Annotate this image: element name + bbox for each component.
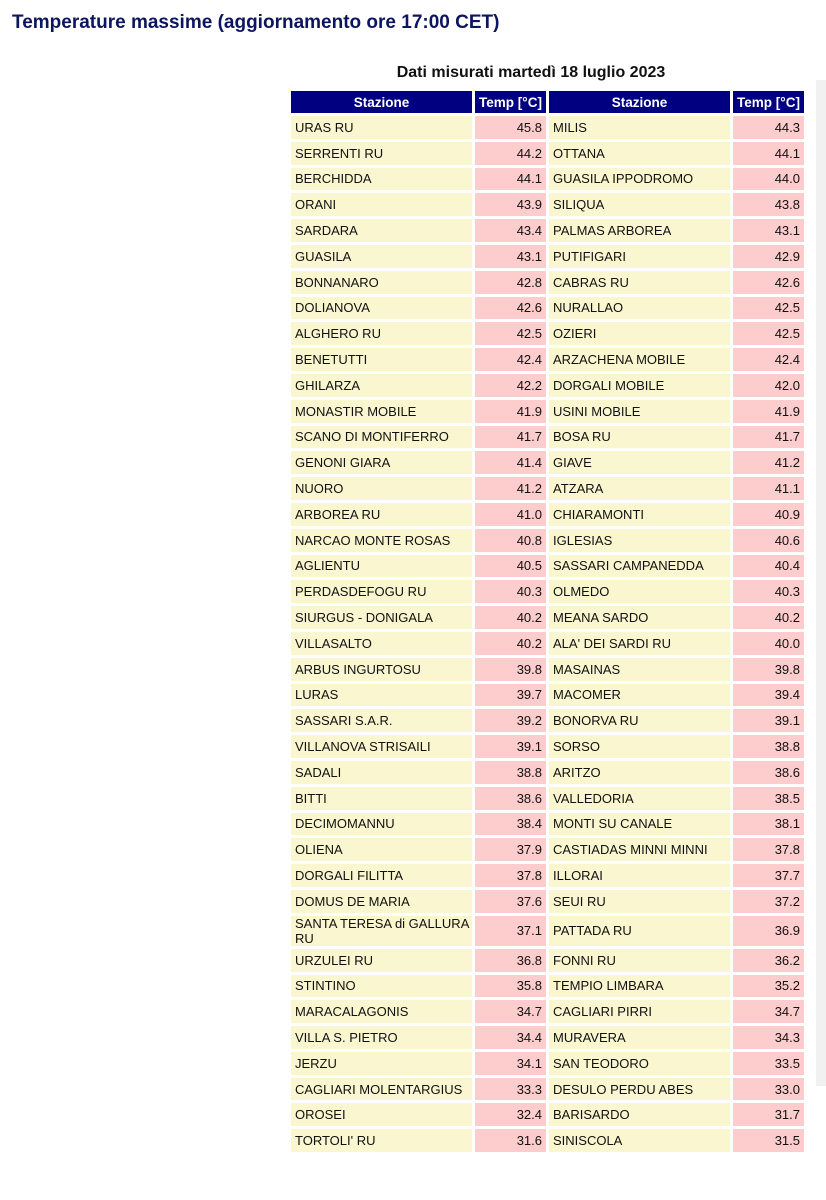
- station-right-cell: SASSARI CAMPANEDDA: [549, 555, 730, 578]
- table-row: [291, 761, 804, 784]
- station-right-cell: OTTANA: [549, 142, 730, 165]
- station-right-cell: CAGLIARI PIRRI: [549, 1000, 730, 1023]
- temp-left-cell: 44.1: [475, 168, 546, 191]
- temp-right-cell: 43.1: [733, 219, 804, 242]
- table-row: [291, 400, 804, 423]
- station-left-cell: DOLIANOVA: [291, 297, 472, 320]
- table-row: [291, 1078, 804, 1101]
- station-left-cell: ARBUS INGURTOSU: [291, 658, 472, 681]
- table-row: [291, 193, 804, 216]
- temp-left-cell: 34.7: [475, 1000, 546, 1023]
- table-row: [291, 271, 804, 294]
- table-row: [291, 529, 804, 552]
- temp-right-cell: 31.7: [733, 1103, 804, 1126]
- temp-right-cell: 42.5: [733, 322, 804, 345]
- station-right-cell: MASAINAS: [549, 658, 730, 681]
- station-right-cell: CABRAS RU: [549, 271, 730, 294]
- header-station-right: Stazione: [549, 91, 730, 113]
- temp-right-cell: 41.1: [733, 477, 804, 500]
- station-right-cell: MEANA SARDO: [549, 606, 730, 629]
- temp-right-cell: 42.9: [733, 245, 804, 268]
- temp-right-cell: 41.7: [733, 426, 804, 449]
- station-left-cell: GHILARZA: [291, 374, 472, 397]
- table-row: [291, 297, 804, 320]
- temp-right-cell: 33.5: [733, 1052, 804, 1075]
- temp-right-cell: 40.0: [733, 632, 804, 655]
- table-row: [291, 1026, 804, 1049]
- temp-right-cell: 37.2: [733, 890, 804, 913]
- station-right-cell: PUTIFIGARI: [549, 245, 730, 268]
- temp-right-cell: 34.7: [733, 1000, 804, 1023]
- temp-left-cell: 31.6: [475, 1129, 546, 1152]
- station-right-cell: ILLORAI: [549, 864, 730, 887]
- table-row: [291, 503, 804, 526]
- temp-right-cell: 38.6: [733, 761, 804, 784]
- temp-left-cell: 35.8: [475, 975, 546, 998]
- table-row: [291, 219, 804, 242]
- station-right-cell: DESULO PERDU ABES: [549, 1078, 730, 1101]
- temp-left-cell: 40.5: [475, 555, 546, 578]
- temp-left-cell: 39.1: [475, 735, 546, 758]
- station-right-cell: CHIARAMONTI: [549, 503, 730, 526]
- temp-right-cell: 44.3: [733, 116, 804, 139]
- temp-left-cell: 42.2: [475, 374, 546, 397]
- temp-left-cell: 43.4: [475, 219, 546, 242]
- station-right-cell: OLMEDO: [549, 580, 730, 603]
- station-right-cell: PATTADA RU: [549, 916, 730, 946]
- station-left-cell: STINTINO: [291, 975, 472, 998]
- temp-left-cell: 45.8: [475, 116, 546, 139]
- table-row: [291, 142, 804, 165]
- station-left-cell: ALGHERO RU: [291, 322, 472, 345]
- station-left-cell: BITTI: [291, 787, 472, 810]
- station-right-cell: ALA' DEI SARDI RU: [549, 632, 730, 655]
- table-row: [291, 348, 804, 371]
- temp-left-cell: 42.6: [475, 297, 546, 320]
- station-left-cell: VILLASALTO: [291, 632, 472, 655]
- table-row: [291, 658, 804, 681]
- station-left-cell: TORTOLI' RU: [291, 1129, 472, 1152]
- station-left-cell: URZULEI RU: [291, 949, 472, 972]
- temp-right-cell: 42.0: [733, 374, 804, 397]
- temp-right-cell: 40.6: [733, 529, 804, 552]
- station-right-cell: SINISCOLA: [549, 1129, 730, 1152]
- temp-right-cell: 39.1: [733, 709, 804, 732]
- temp-right-cell: 40.2: [733, 606, 804, 629]
- table-header-row: [291, 91, 804, 113]
- station-right-cell: GIAVE: [549, 451, 730, 474]
- temp-right-cell: 31.5: [733, 1129, 804, 1152]
- table-caption: Dati misurati martedì 18 luglio 2023: [396, 64, 666, 81]
- temp-right-cell: 44.0: [733, 168, 804, 191]
- station-right-cell: MILIS: [549, 116, 730, 139]
- temp-left-cell: 42.8: [475, 271, 546, 294]
- temp-left-cell: 39.8: [475, 658, 546, 681]
- station-right-cell: ATZARA: [549, 477, 730, 500]
- station-left-cell: AGLIENTU: [291, 555, 472, 578]
- station-left-cell: DECIMOMANNU: [291, 813, 472, 836]
- station-right-cell: GUASILA IPPODROMO: [549, 168, 730, 191]
- station-right-cell: USINI MOBILE: [549, 400, 730, 423]
- temp-left-cell: 32.4: [475, 1103, 546, 1126]
- station-right-cell: DORGALI MOBILE: [549, 374, 730, 397]
- table-row: [291, 813, 804, 836]
- temp-left-cell: 34.1: [475, 1052, 546, 1075]
- station-right-cell: IGLESIAS: [549, 529, 730, 552]
- table-row: [291, 890, 804, 913]
- table-row: [291, 975, 804, 998]
- station-left-cell: GENONI GIARA: [291, 451, 472, 474]
- station-right-cell: TEMPIO LIMBARA: [549, 975, 730, 998]
- temp-left-cell: 42.5: [475, 322, 546, 345]
- station-right-cell: SAN TEODORO: [549, 1052, 730, 1075]
- station-right-cell: SILIQUA: [549, 193, 730, 216]
- table-row: [291, 787, 804, 810]
- station-left-cell: SASSARI S.A.R.: [291, 709, 472, 732]
- table-row: [291, 916, 804, 946]
- station-right-cell: OZIERI: [549, 322, 730, 345]
- station-left-cell: VILLANOVA STRISAILI: [291, 735, 472, 758]
- table-row: [291, 426, 804, 449]
- station-left-cell: SCANO DI MONTIFERRO: [291, 426, 472, 449]
- table-row: [291, 949, 804, 972]
- station-right-cell: VALLEDORIA: [549, 787, 730, 810]
- station-left-cell: ARBOREA RU: [291, 503, 472, 526]
- station-left-cell: SARDARA: [291, 219, 472, 242]
- station-right-cell: NURALLAO: [549, 297, 730, 320]
- temp-left-cell: 39.7: [475, 684, 546, 707]
- temp-right-cell: 38.8: [733, 735, 804, 758]
- station-left-cell: ORANI: [291, 193, 472, 216]
- scrollbar-track[interactable]: [816, 80, 826, 1086]
- temp-left-cell: 44.2: [475, 142, 546, 165]
- temp-right-cell: 44.1: [733, 142, 804, 165]
- temp-left-cell: 37.1: [475, 916, 546, 946]
- temp-right-cell: 41.2: [733, 451, 804, 474]
- temp-right-cell: 37.8: [733, 838, 804, 861]
- temp-right-cell: 43.8: [733, 193, 804, 216]
- temp-left-cell: 40.8: [475, 529, 546, 552]
- temp-right-cell: 40.3: [733, 580, 804, 603]
- station-left-cell: BONNANARO: [291, 271, 472, 294]
- temp-left-cell: 41.7: [475, 426, 546, 449]
- temp-right-cell: 36.2: [733, 949, 804, 972]
- table-row: [291, 245, 804, 268]
- temp-right-cell: 35.2: [733, 975, 804, 998]
- temp-right-cell: 41.9: [733, 400, 804, 423]
- temp-right-cell: 39.8: [733, 658, 804, 681]
- temp-left-cell: 38.6: [475, 787, 546, 810]
- temp-right-cell: 33.0: [733, 1078, 804, 1101]
- temp-right-cell: 42.6: [733, 271, 804, 294]
- table-row: [291, 709, 804, 732]
- table-row: [291, 606, 804, 629]
- header-temp-left: Temp [°C]: [475, 91, 546, 113]
- station-right-cell: MURAVERA: [549, 1026, 730, 1049]
- temp-right-cell: 40.9: [733, 503, 804, 526]
- station-right-cell: BOSA RU: [549, 426, 730, 449]
- station-right-cell: ARZACHENA MOBILE: [549, 348, 730, 371]
- temp-left-cell: 43.9: [475, 193, 546, 216]
- station-left-cell: SIURGUS - DONIGALA: [291, 606, 472, 629]
- temp-left-cell: 36.8: [475, 949, 546, 972]
- temp-left-cell: 33.3: [475, 1078, 546, 1101]
- temp-left-cell: 34.4: [475, 1026, 546, 1049]
- table-row: [291, 374, 804, 397]
- station-left-cell: SANTA TERESA di GALLURA RU: [291, 916, 472, 946]
- temp-left-cell: 40.2: [475, 606, 546, 629]
- temp-right-cell: 38.5: [733, 787, 804, 810]
- temp-left-cell: 37.9: [475, 838, 546, 861]
- table-row: [291, 477, 804, 500]
- station-right-cell: PALMAS ARBOREA: [549, 219, 730, 242]
- temp-left-cell: 41.4: [475, 451, 546, 474]
- header-station-left: Stazione: [291, 91, 472, 113]
- station-left-cell: LURAS: [291, 684, 472, 707]
- temp-left-cell: 41.9: [475, 400, 546, 423]
- table-row: [291, 632, 804, 655]
- station-right-cell: MACOMER: [549, 684, 730, 707]
- station-left-cell: SADALI: [291, 761, 472, 784]
- table-row: [291, 1000, 804, 1023]
- station-left-cell: BENETUTTI: [291, 348, 472, 371]
- station-right-cell: SEUI RU: [549, 890, 730, 913]
- temperature-table: [288, 88, 807, 1155]
- temp-right-cell: 34.3: [733, 1026, 804, 1049]
- temp-right-cell: 36.9: [733, 916, 804, 946]
- temp-left-cell: 38.4: [475, 813, 546, 836]
- table-row: [291, 322, 804, 345]
- station-left-cell: NUORO: [291, 477, 472, 500]
- table-row: [291, 168, 804, 191]
- temp-left-cell: 39.2: [475, 709, 546, 732]
- station-left-cell: PERDASDEFOGU RU: [291, 580, 472, 603]
- station-left-cell: SERRENTI RU: [291, 142, 472, 165]
- table-row: [291, 1103, 804, 1126]
- station-right-cell: BARISARDO: [549, 1103, 730, 1126]
- station-right-cell: CASTIADAS MINNI MINNI: [549, 838, 730, 861]
- table-row: [291, 735, 804, 758]
- station-left-cell: JERZU: [291, 1052, 472, 1075]
- temp-right-cell: 39.4: [733, 684, 804, 707]
- temp-right-cell: 37.7: [733, 864, 804, 887]
- temp-right-cell: 42.4: [733, 348, 804, 371]
- temp-left-cell: 40.2: [475, 632, 546, 655]
- station-left-cell: MARACALAGONIS: [291, 1000, 472, 1023]
- station-right-cell: MONTI SU CANALE: [549, 813, 730, 836]
- station-left-cell: DORGALI FILITTA: [291, 864, 472, 887]
- temp-left-cell: 37.8: [475, 864, 546, 887]
- table-row: [291, 555, 804, 578]
- station-left-cell: MONASTIR MOBILE: [291, 400, 472, 423]
- station-left-cell: CAGLIARI MOLENTARGIUS: [291, 1078, 472, 1101]
- table-row: [291, 1129, 804, 1152]
- table-row: [291, 451, 804, 474]
- temp-left-cell: 41.2: [475, 477, 546, 500]
- temp-left-cell: 37.6: [475, 890, 546, 913]
- station-left-cell: GUASILA: [291, 245, 472, 268]
- temp-left-cell: 38.8: [475, 761, 546, 784]
- table-body: [291, 116, 804, 1152]
- station-left-cell: DOMUS DE MARIA: [291, 890, 472, 913]
- temp-left-cell: 43.1: [475, 245, 546, 268]
- temp-left-cell: 41.0: [475, 503, 546, 526]
- station-right-cell: BONORVA RU: [549, 709, 730, 732]
- page-title: Temperature massime (aggiornamento ore 17:00 CET): [12, 12, 500, 33]
- header-temp-right: Temp [°C]: [733, 91, 804, 113]
- temp-right-cell: 40.4: [733, 555, 804, 578]
- table-row: [291, 838, 804, 861]
- station-right-cell: ARITZO: [549, 761, 730, 784]
- station-left-cell: OROSEI: [291, 1103, 472, 1126]
- station-left-cell: BERCHIDDA: [291, 168, 472, 191]
- station-right-cell: SORSO: [549, 735, 730, 758]
- table-row: [291, 684, 804, 707]
- table-row: [291, 1052, 804, 1075]
- table-row: [291, 580, 804, 603]
- station-left-cell: URAS RU: [291, 116, 472, 139]
- temp-left-cell: 42.4: [475, 348, 546, 371]
- station-left-cell: NARCAO MONTE ROSAS: [291, 529, 472, 552]
- station-left-cell: OLIENA: [291, 838, 472, 861]
- station-left-cell: VILLA S. PIETRO: [291, 1026, 472, 1049]
- temp-left-cell: 40.3: [475, 580, 546, 603]
- station-right-cell: FONNI RU: [549, 949, 730, 972]
- table-row: [291, 864, 804, 887]
- table-row: [291, 116, 804, 139]
- temp-right-cell: 38.1: [733, 813, 804, 836]
- temp-right-cell: 42.5: [733, 297, 804, 320]
